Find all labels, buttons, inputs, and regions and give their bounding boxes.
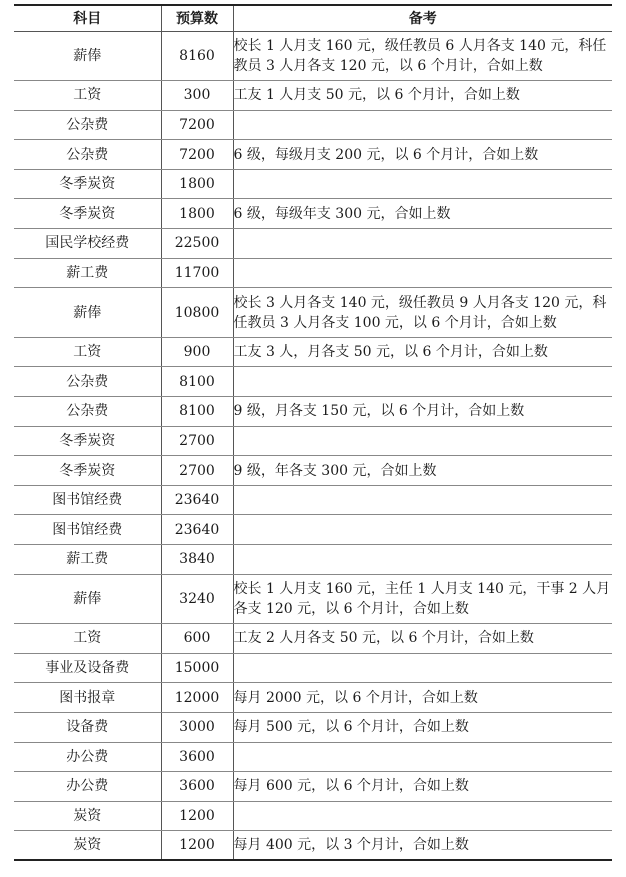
row-note: 6 级，每级月支 200 元，以 6 个月计，合如上数 bbox=[233, 140, 612, 170]
row-amount: 900 bbox=[161, 337, 233, 367]
table-row bbox=[14, 426, 612, 456]
row-note: 每月 2000 元，以 6 个月计，合如上数 bbox=[233, 683, 612, 713]
table-row bbox=[14, 515, 612, 545]
row-note bbox=[233, 426, 612, 456]
row-subject: 公杂费 bbox=[14, 397, 161, 427]
row-amount: 23640 bbox=[161, 515, 233, 545]
table-row bbox=[14, 624, 612, 654]
row-note bbox=[233, 169, 612, 199]
table-row bbox=[14, 801, 612, 831]
row-note: 工友 1 人月支 50 元，以 6 个月计，合如上数 bbox=[233, 81, 612, 111]
table-body bbox=[14, 31, 612, 860]
row-amount: 3840 bbox=[161, 545, 233, 575]
row-amount: 600 bbox=[161, 624, 233, 654]
row-amount: 8160 bbox=[161, 31, 233, 81]
row-subject: 办公费 bbox=[14, 772, 161, 802]
row-note bbox=[233, 742, 612, 772]
table-row bbox=[14, 397, 612, 427]
row-subject: 工资 bbox=[14, 81, 161, 111]
table-row bbox=[14, 288, 612, 338]
row-subject: 工资 bbox=[14, 337, 161, 367]
table-row bbox=[14, 199, 612, 229]
row-amount: 23640 bbox=[161, 485, 233, 515]
table-row bbox=[14, 456, 612, 486]
row-amount: 7200 bbox=[161, 110, 233, 140]
header-row bbox=[14, 5, 612, 31]
table-row bbox=[14, 772, 612, 802]
table-row bbox=[14, 337, 612, 367]
row-note bbox=[233, 485, 612, 515]
row-subject: 炭资 bbox=[14, 831, 161, 861]
table-row bbox=[14, 712, 612, 742]
row-subject: 图书报章 bbox=[14, 683, 161, 713]
table-row bbox=[14, 258, 612, 288]
row-subject: 薪俸 bbox=[14, 574, 161, 624]
row-subject: 公杂费 bbox=[14, 367, 161, 397]
row-amount: 8100 bbox=[161, 367, 233, 397]
table-row bbox=[14, 229, 612, 259]
table-row bbox=[14, 81, 612, 111]
row-note bbox=[233, 653, 612, 683]
table-row bbox=[14, 485, 612, 515]
row-note bbox=[233, 367, 612, 397]
header-subject: 科目 bbox=[14, 5, 161, 31]
row-amount: 2700 bbox=[161, 456, 233, 486]
header-amount: 预算数 bbox=[161, 5, 233, 31]
row-note: 工友 3 人，月各支 50 元，以 6 个月计，合如上数 bbox=[233, 337, 612, 367]
row-note: 工友 2 人月各支 50 元，以 6 个月计，合如上数 bbox=[233, 624, 612, 654]
row-amount: 12000 bbox=[161, 683, 233, 713]
row-subject: 薪俸 bbox=[14, 288, 161, 338]
row-subject: 薪工费 bbox=[14, 545, 161, 575]
row-note: 9 级，月各支 150 元，以 6 个月计，合如上数 bbox=[233, 397, 612, 427]
table-header bbox=[14, 5, 612, 31]
row-amount: 1200 bbox=[161, 831, 233, 861]
row-subject: 国民学校经费 bbox=[14, 229, 161, 259]
row-subject: 事业及设备费 bbox=[14, 653, 161, 683]
row-subject: 薪俸 bbox=[14, 31, 161, 81]
row-note: 6 级，每级年支 300 元，合如上数 bbox=[233, 199, 612, 229]
row-amount: 3600 bbox=[161, 742, 233, 772]
row-subject: 设备费 bbox=[14, 712, 161, 742]
row-note bbox=[233, 545, 612, 575]
table-row bbox=[14, 169, 612, 199]
row-subject: 冬季炭资 bbox=[14, 456, 161, 486]
row-amount: 2700 bbox=[161, 426, 233, 456]
table-row bbox=[14, 31, 612, 81]
row-subject: 公杂费 bbox=[14, 140, 161, 170]
row-amount: 1800 bbox=[161, 169, 233, 199]
row-note: 每月 500 元，以 6 个月计，合如上数 bbox=[233, 712, 612, 742]
row-amount: 8100 bbox=[161, 397, 233, 427]
row-subject: 图书馆经费 bbox=[14, 485, 161, 515]
row-note: 每月 600 元，以 6 个月计，合如上数 bbox=[233, 772, 612, 802]
table-row bbox=[14, 574, 612, 624]
table-row bbox=[14, 140, 612, 170]
row-note bbox=[233, 110, 612, 140]
row-amount: 1800 bbox=[161, 199, 233, 229]
row-subject: 图书馆经费 bbox=[14, 515, 161, 545]
table-row bbox=[14, 110, 612, 140]
table-row bbox=[14, 653, 612, 683]
row-note: 9 级，年各支 300 元，合如上数 bbox=[233, 456, 612, 486]
row-amount: 1200 bbox=[161, 801, 233, 831]
row-subject: 冬季炭资 bbox=[14, 426, 161, 456]
table-row bbox=[14, 831, 612, 861]
row-amount: 3240 bbox=[161, 574, 233, 624]
row-subject: 办公费 bbox=[14, 742, 161, 772]
row-note: 校长 1 人月支 160 元，级任教员 6 人月各支 140 元，科任教员 3 人月各支 120 元，以 6 个月计，合如上数 bbox=[233, 31, 612, 81]
table-row bbox=[14, 683, 612, 713]
row-amount: 3000 bbox=[161, 712, 233, 742]
row-note bbox=[233, 229, 612, 259]
row-amount: 300 bbox=[161, 81, 233, 111]
row-note bbox=[233, 515, 612, 545]
row-amount: 10800 bbox=[161, 288, 233, 338]
row-subject: 冬季炭资 bbox=[14, 169, 161, 199]
table-row bbox=[14, 545, 612, 575]
row-amount: 11700 bbox=[161, 258, 233, 288]
row-subject: 公杂费 bbox=[14, 110, 161, 140]
row-note bbox=[233, 258, 612, 288]
row-note: 校长 3 人月各支 140 元，级任教员 9 人月各支 120 元，科任教员 3 人月各支 100 元，以 6 个月计，合如上数 bbox=[233, 288, 612, 338]
budget-table bbox=[14, 4, 612, 861]
table-row bbox=[14, 367, 612, 397]
header-note: 备考 bbox=[233, 5, 612, 31]
row-subject: 冬季炭资 bbox=[14, 199, 161, 229]
row-amount: 3600 bbox=[161, 772, 233, 802]
row-amount: 15000 bbox=[161, 653, 233, 683]
row-amount: 7200 bbox=[161, 140, 233, 170]
row-note bbox=[233, 801, 612, 831]
table-row bbox=[14, 742, 612, 772]
row-subject: 工资 bbox=[14, 624, 161, 654]
row-amount: 22500 bbox=[161, 229, 233, 259]
row-note: 校长 1 人月支 160 元，主任 1 人月支 140 元，干事 2 人月各支 120 元，以 6 个月计，合如上数 bbox=[233, 574, 612, 624]
row-note: 每月 400 元，以 3 个月计，合如上数 bbox=[233, 831, 612, 861]
row-subject: 炭资 bbox=[14, 801, 161, 831]
row-subject: 薪工费 bbox=[14, 258, 161, 288]
